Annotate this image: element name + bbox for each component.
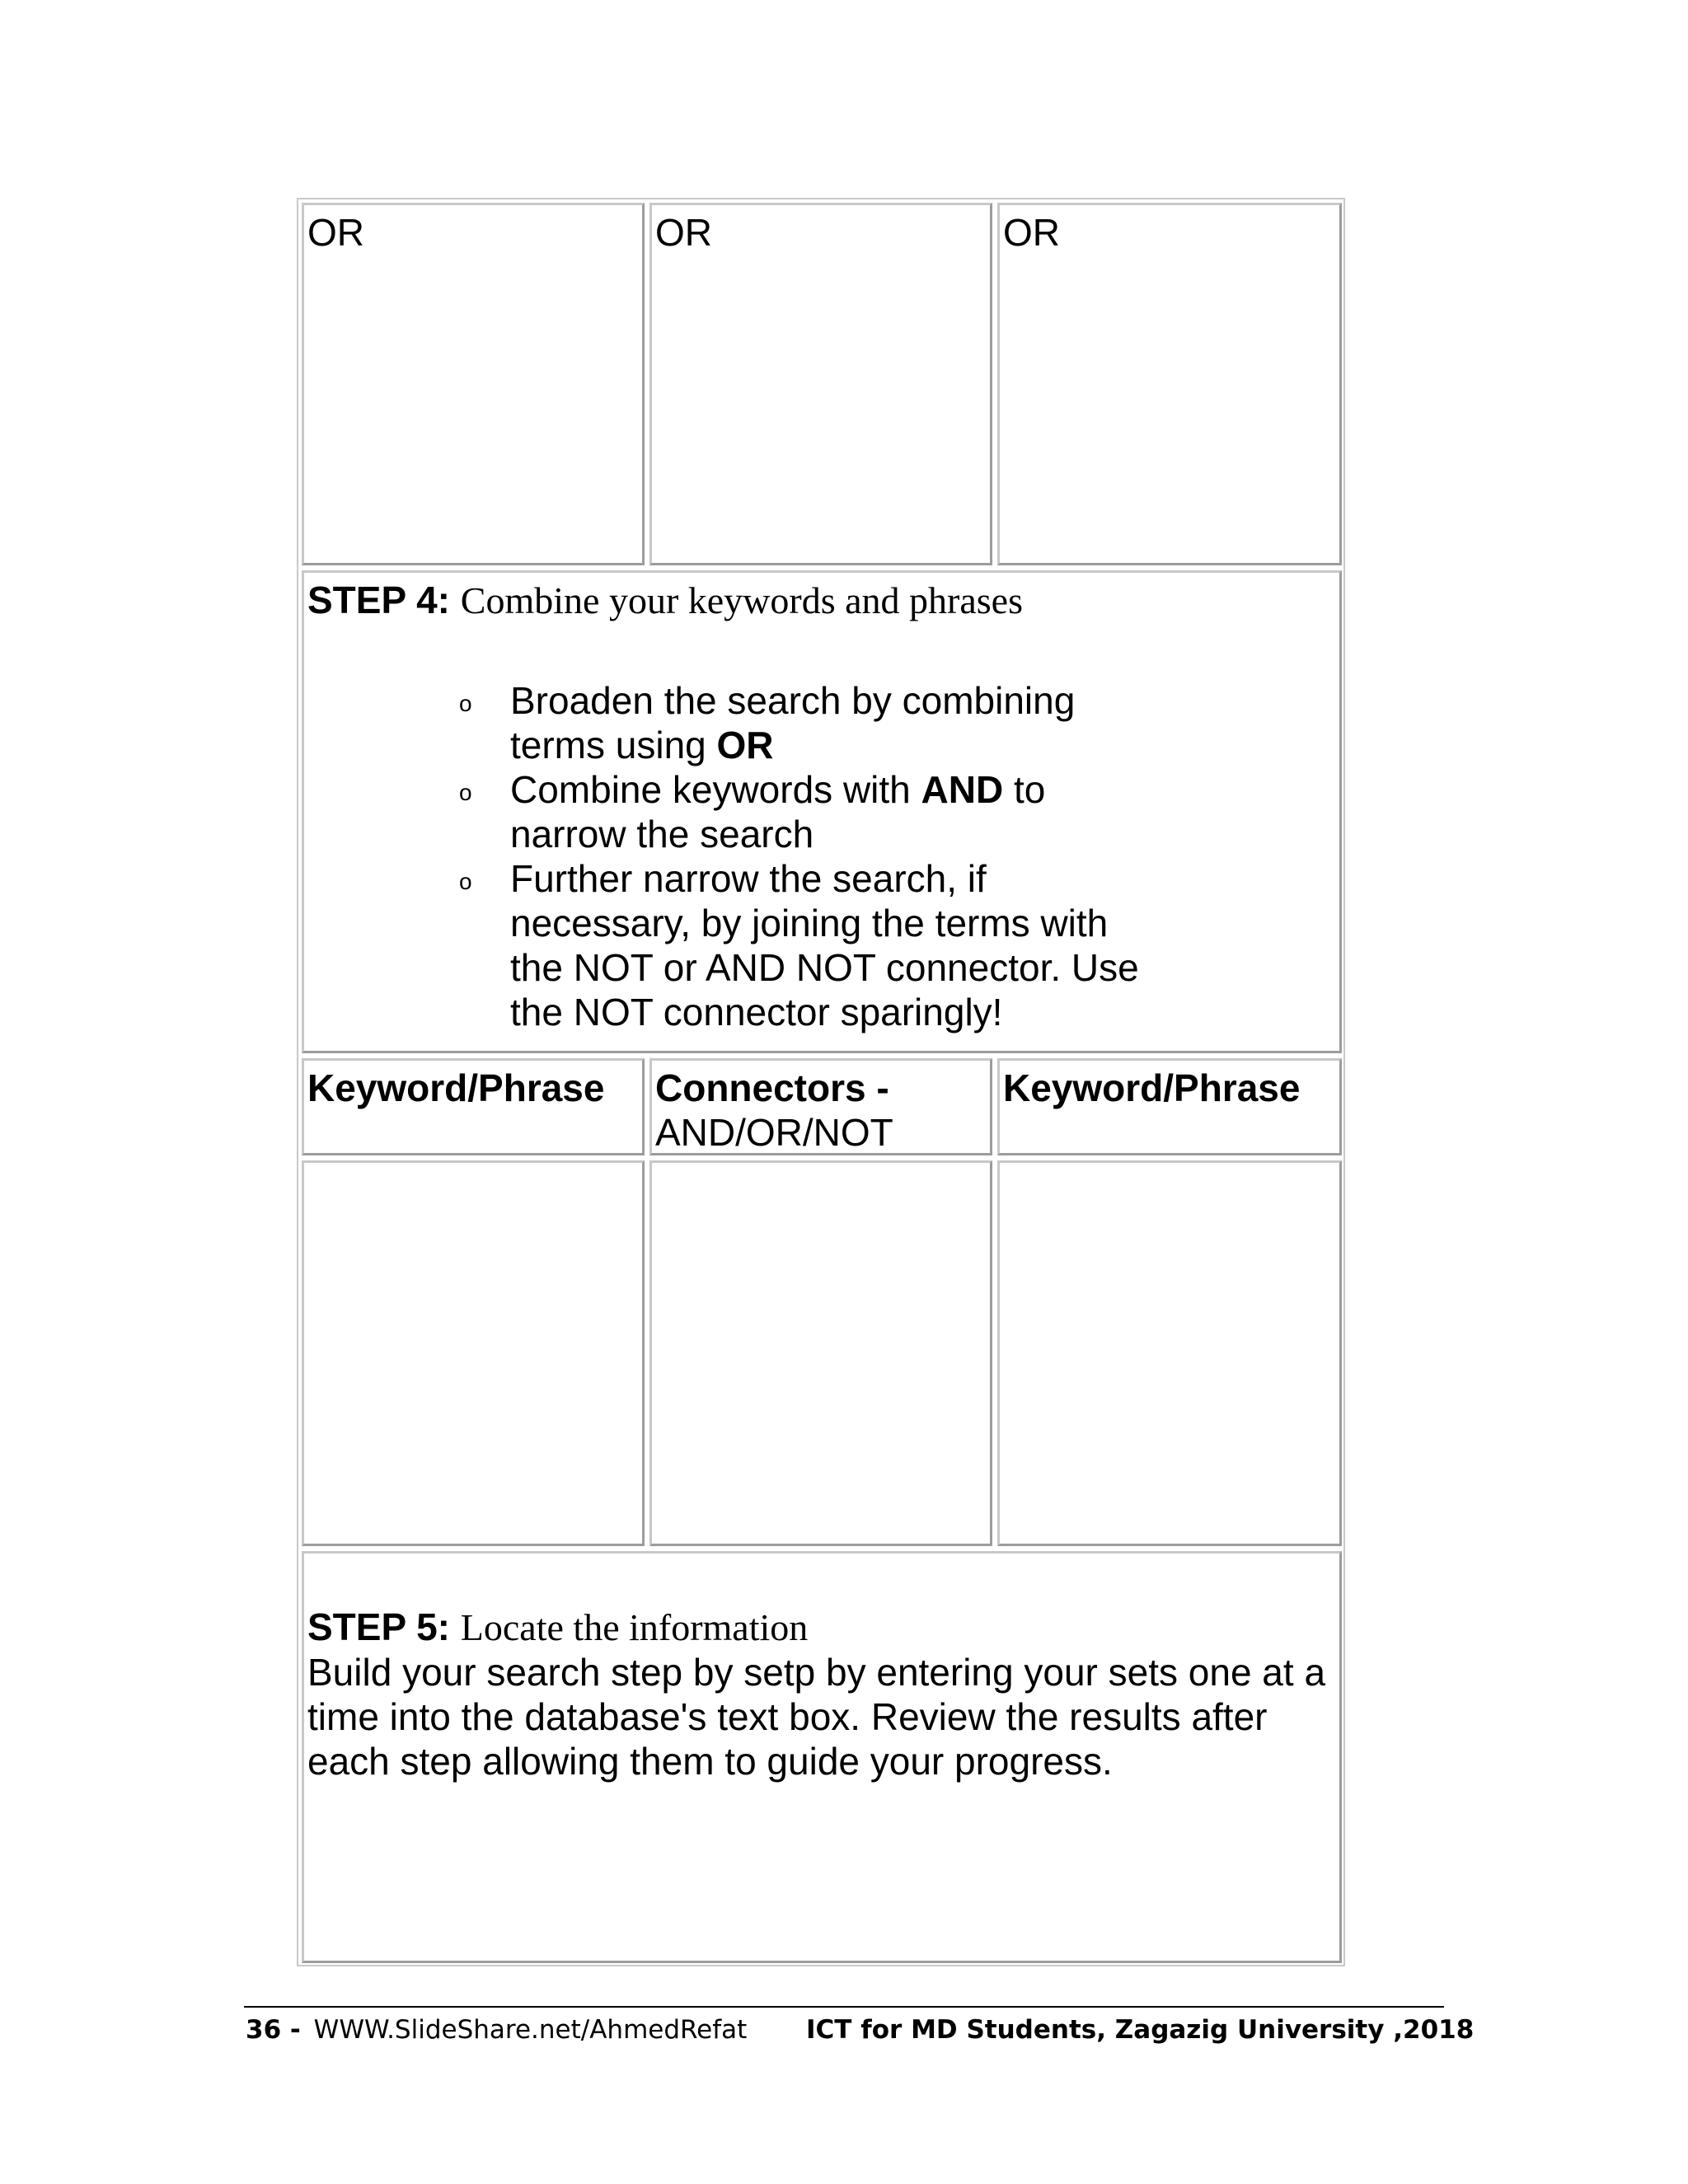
bullet-text: Combine keywords with — [510, 768, 921, 811]
step4-cell — [302, 570, 1342, 1053]
connectors-header — [652, 1061, 990, 1155]
step4-bullet-list — [459, 678, 1170, 1034]
step5-description: Locate the information — [460, 1606, 809, 1648]
list-item — [459, 678, 1170, 767]
header-keyword-2 — [997, 1058, 1342, 1155]
connectors-header-values: AND/OR/NOT — [655, 1111, 893, 1154]
bullet-bold-term: AND — [921, 768, 1004, 811]
entry-cell-keyword-1 — [302, 1160, 645, 1546]
or-label-1: OR — [307, 211, 364, 254]
entry-cell-connector — [649, 1160, 992, 1546]
entry-cell-keyword-2 — [997, 1160, 1342, 1546]
list-item — [459, 856, 1170, 1034]
keyword-phrase-header-1: Keyword/Phrase — [307, 1066, 605, 1109]
page-footer — [246, 2009, 1475, 2050]
footer-divider — [244, 2006, 1444, 2008]
bullet-marker: o — [459, 869, 472, 894]
list-item — [459, 767, 1170, 856]
step5-cell — [302, 1551, 1342, 1963]
footer-course: ICT for MD Students, Zagazig University ,2018 — [806, 2015, 1475, 2045]
step5-body: Build your search step by setp by entering your sets one at a time into the database's text box. Review the results after each step allowing them to guide your progress. — [307, 1651, 1326, 1783]
bullet-marker: o — [459, 691, 472, 716]
step4-description: Combine your keywords and phrases — [460, 579, 1023, 621]
step4-label: STEP 4: — [307, 579, 450, 621]
or-cell-2 — [649, 203, 992, 565]
step5-heading — [307, 1605, 1339, 1650]
page-number: 36 - — [246, 2015, 301, 2045]
footer-site: WWW.SlideShare.net/AhmedRefat — [313, 2015, 748, 2045]
or-label-3: OR — [1003, 211, 1060, 254]
connectors-header-label: Connectors - — [655, 1066, 889, 1109]
or-cell-3 — [997, 203, 1342, 565]
or-cell-1 — [302, 203, 645, 565]
bullet-text: Broaden the search by combining terms using — [510, 679, 1076, 766]
or-label-2: OR — [655, 211, 712, 254]
bullet-bold-term: OR — [716, 724, 774, 766]
step4-heading — [304, 573, 1339, 623]
step5-content — [304, 1554, 1339, 1783]
bullet-marker: o — [459, 780, 472, 805]
bullet-text-tail: to narrow the search — [510, 768, 1046, 855]
keyword-phrase-header-2: Keyword/Phrase — [1003, 1066, 1301, 1109]
bullet-text: Further narrow the search, if necessary, by joining the terms with the NOT or AND NOT connector. Use the NOT connector sparingly! — [510, 857, 1139, 1033]
step5-label: STEP 5: — [307, 1605, 450, 1648]
header-keyword-1 — [302, 1058, 645, 1155]
header-connectors — [649, 1058, 992, 1155]
search-worksheet-table — [297, 198, 1345, 1966]
